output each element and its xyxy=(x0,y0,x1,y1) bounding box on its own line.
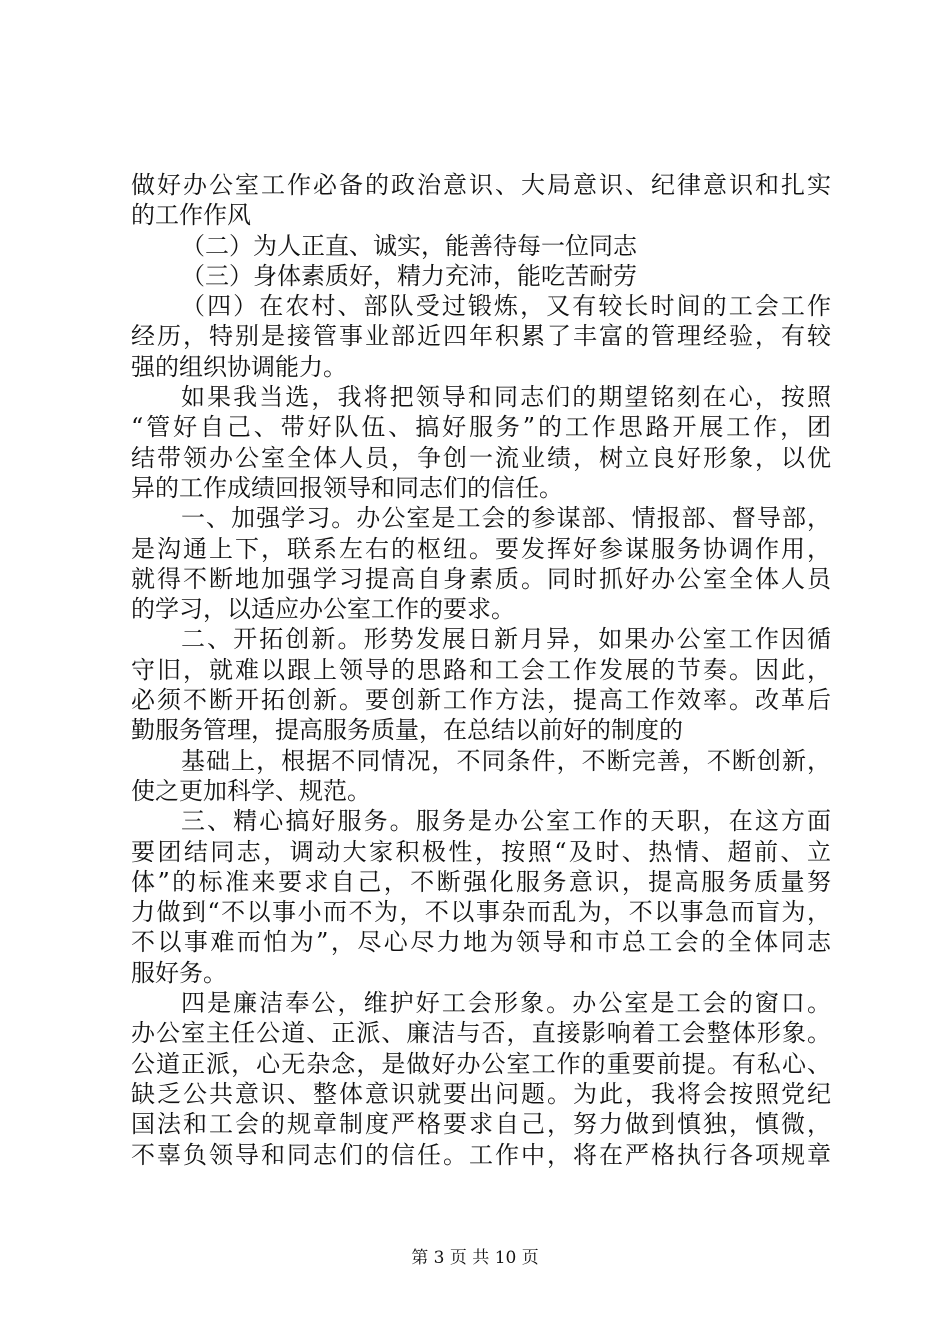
text-line: 就得不断地加强学习提高自身素质。同时抓好办公室全体人员 xyxy=(131,564,831,593)
text-line: 经历，特别是接管事业部近四年积累了丰富的管理经验，有较 xyxy=(131,322,831,351)
text-line: 力做到“不以事小而不为，不以事杂而乱为，不以事急而盲为， xyxy=(131,898,831,927)
text-line: （二）为人正直、诚实，能善待每一位同志 xyxy=(181,231,637,260)
text-line: 国法和工会的规章制度严格要求自己，努力做到慎独，慎微， xyxy=(131,1110,831,1139)
text-line: 服好务。 xyxy=(131,958,227,987)
text-line: （四）在农村、部队受过锻炼，又有较长时间的工会工作 xyxy=(181,292,831,321)
text-line: 异的工作成绩回报领导和同志们的信任。 xyxy=(131,473,563,502)
text-line: 体”的标准来要求自己，不断强化服务意识，提高服务质量努 xyxy=(131,867,831,896)
text-line: 是沟通上下，联系左右的枢纽。要发挥好参谋服务协调作用， xyxy=(131,534,831,563)
text-line: 如果我当选，我将把领导和同志们的期望铭刻在心，按照 xyxy=(181,383,831,412)
text-line: 公道正派，心无杂念，是做好办公室工作的重要前提。有私心、 xyxy=(131,1049,831,1078)
text-line: “管好自己、带好队伍、搞好服务”的工作思路开展工作，团 xyxy=(131,413,831,442)
text-line: 三、精心搞好服务。服务是办公室工作的天职，在这方面 xyxy=(181,807,831,836)
text-line: 一、加强学习。办公室是工会的参谋部、情报部、督导部， xyxy=(181,504,831,533)
text-line: 缺乏公共意识、整体意识就要出问题。为此，我将会按照党纪 xyxy=(131,1079,831,1108)
text-line: （三）身体素质好，精力充沛，能吃苦耐劳 xyxy=(181,261,637,290)
text-line: 办公室主任公道、正派、廉洁与否，直接影响着工会整体形象。 xyxy=(131,1019,831,1048)
document-body xyxy=(131,170,831,1170)
text-line: 结带领办公室全体人员，争创一流业绩，树立良好形象，以优 xyxy=(131,443,831,472)
text-line: 四是廉洁奉公，维护好工会形象。办公室是工会的窗口。 xyxy=(181,989,831,1018)
text-line: 必须不断开拓创新。要创新工作方法，提高工作效率。改革后 xyxy=(131,686,831,715)
text-line: 做好办公室工作必备的政治意识、大局意识、纪律意识和扎实 xyxy=(131,171,831,199)
text-line: 守旧，就难以跟上领导的思路和工会工作发展的节奏。因此， xyxy=(131,655,831,684)
text-line: 不辜负领导和同志们的信任。工作中，将在严格执行各项规章 xyxy=(131,1140,831,1169)
text-line: 的工作作风 xyxy=(131,201,251,230)
text-line: 基础上，根据不同情况，不同条件，不断完善，不断创新， xyxy=(181,746,831,775)
page-footer: 第 3 页 共 10 页 xyxy=(411,1248,539,1268)
text-line: 勤服务管理，提高服务质量，在总结以前好的制度的 xyxy=(131,716,683,745)
text-line: 强的组织协调能力。 xyxy=(131,352,347,381)
text-line: 使之更加科学、规范。 xyxy=(131,776,371,805)
text-line: 不以事难而怕为”，尽心尽力地为领导和市总工会的全体同志 xyxy=(131,928,831,957)
text-line: 二、开拓创新。形势发展日新月异，如果办公室工作因循 xyxy=(181,625,831,654)
text-line: 的学习，以适应办公室工作的要求。 xyxy=(131,595,515,624)
text-line: 要团结同志，调动大家积极性，按照“及时、热情、超前、立 xyxy=(131,837,831,866)
